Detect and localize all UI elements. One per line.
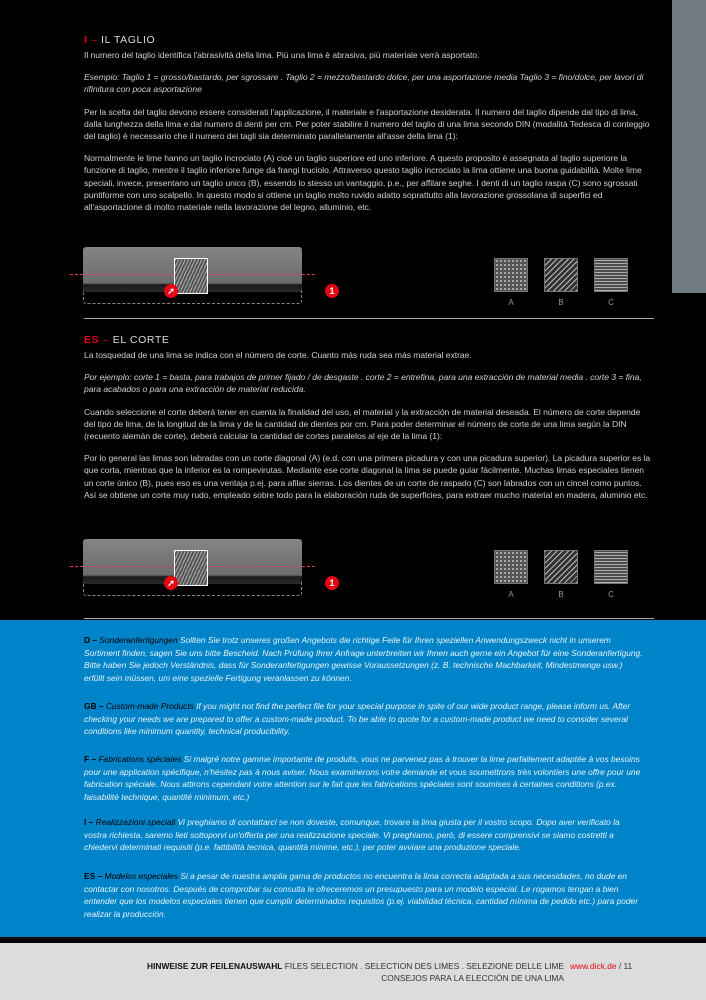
cut-label-b: B bbox=[558, 590, 564, 599]
cut-pattern-c bbox=[594, 550, 628, 584]
section-el-corte bbox=[84, 334, 654, 511]
language-code: ES bbox=[84, 334, 100, 346]
cut-pattern-b bbox=[544, 550, 578, 584]
footer-title-bold: HINWEISE ZUR FEILENAUSWAHL bbox=[147, 961, 283, 971]
entry-title: Modelos especiales bbox=[104, 871, 179, 881]
entry-title: Sonderanfertigungen bbox=[99, 635, 178, 645]
section-title: EL CORTE bbox=[112, 334, 170, 346]
example-paragraph: Por ejemplo: corte 1 = basta, para trabajos de primer fijado / de desgaste . corte 2 = entrefina, para una extracción de material media . corte 3 = fina, para acabados o para una extracción de material reducida. bbox=[84, 372, 642, 395]
intro-paragraph: La tosquedad de una lima se indica con el número de corte. Cuanto más ruda sea más material extrae. bbox=[84, 350, 472, 360]
section-il-taglio bbox=[84, 34, 654, 223]
language-code: I bbox=[84, 34, 88, 46]
file-cut-figure bbox=[60, 246, 660, 316]
details-paragraph: Por lo general las limas son labradas con un corte diagonal (A) (e.d. con una primera picadura y con una picadura superior). La picadura superior es la que corta, mientras que la inferior es la rompevirutas. Mediante ese corte diagonal la lima se puede guiar fácilmente. Muchas limas especiales tienen un corte único (B), pues eso es una ventaja p.ej. para afilar sierras. Los dientes de un corte de raspado (C) son labrados con un cincel como puntos. Así se obtiene un corte muy rudo, empleado sobre todo para la elaboración ruda de superficies, para extraer mucho material en madera, aluminio etc. bbox=[84, 453, 651, 500]
details-paragraph: Normalmente le lime hanno un taglio incrociato (A) cioè un taglio superiore ed uno inferiore. A questo proposito è assegnata al taglio superiore la funzione di taglio, mentre il taglio inferiore funge da frangi truciolo. Attraverso questo taglio incrociato la lima ottiene una buona guidabilità. Molte lime speciali, invece, presentano un taglio unico (B), essendo lo stesso un vantaggio, p.e., per affilare seghe. I denti di un taglio raspa (C) sono sgrossati puntiforme con uno scalpello. In questo modo si ottiene un taglio molto ruvido adatto soprattutto alla lavorazione grossolana di superfici ed all'asportazione di molto materiale nella lavorazione del legno, alluminio, etc. bbox=[84, 153, 642, 213]
arrow-icon: ➚ bbox=[164, 576, 178, 590]
cut-detail-window bbox=[174, 550, 208, 586]
website-link[interactable]: www.dick.de bbox=[570, 961, 617, 971]
custom-entry-es: ES – Modelos especiales Si a pesar de nuestra amplia gama de productos no encuentra la lima correcta adaptada a sus necesidades, no dude en contactar con nosotros. Después de comprobar su consulta le ofreceremos un presupuesto para un modelo especial. Le rogamos tengan a bien entender que los modelos especiales tienen que cumplir determinados requisitos (p.ej. viabilidad técnica, cantidad mínima de pedido etc.) para poder realizar la producción. bbox=[84, 871, 639, 920]
cut-pattern-b bbox=[544, 258, 578, 292]
custom-entry-de: D – Sonderanfertigungen Sollten Sie trotz unseres großen Angebots die richtige Feile für Ihren speziellen Anwendungszweck nicht in unserem Sortiment finden, sagen Sie uns bitte Bescheid. Nach Prüfung Ihrer Anfrage unterbreiten wir Ihnen auch gerne ein Angebot für eine Sonderanfertigung. Bitte haben Sie jedoch Verständnis, dass für Sonderanfertigungen gewisse Voraussetzungen (z. B. technische Machbarkeit, Mindestmenge usw.) erfüllt sein müssen, um eine spezielle Fertigung veranlassen zu können. bbox=[84, 635, 643, 684]
selection-paragraph: Cuando seleccione el corte deberá tener en cuenta la finalidad del uso, el material y la extracción de material deseada. El número de corte depende del tipo de lima, de la longitud de la lima y de la cantidad de dientes por cm. Para poder determinar el número de corte de una lima según la DIN (recuento alemán de corte), deberá calcular la cantidad de cortes paralelos al eje de la lima (1): bbox=[84, 406, 641, 442]
language-code: ES bbox=[84, 871, 96, 881]
entry-text: Vi preghiamo di contattarci se non doveste, comunque, trovare la lima giusta per il vostro scopo. Dopo aver verificato la vostra richiesta, saremo lieti sottoporvi un'offerta per una realizzazione speciale. Vi preghiamo, però, di essere comprensivi se siamo costretti a chiedervi determinati requisiti (p.e. fattibilità tecnica, quantità minime, etc.), per poter avviare una produzione speciale. bbox=[84, 817, 620, 853]
cut-detail-window bbox=[174, 258, 208, 294]
cut-pattern-a bbox=[494, 258, 528, 292]
language-code: GB bbox=[84, 701, 97, 711]
language-code: F bbox=[84, 754, 90, 764]
section-heading: I – IL TAGLIO bbox=[84, 34, 156, 46]
footer-link-area bbox=[570, 961, 632, 971]
side-tab-marker bbox=[672, 0, 706, 293]
cut-label-c: C bbox=[608, 590, 614, 599]
entry-text: Sollten Sie trotz unseres großen Angebots die richtige Feile für Ihren speziellen Anwendungszweck nicht in unserem Sortiment finden, sagen Sie uns bitte Bescheid. Nach Prüfung Ihrer Anfrage unterbreiten wir Ihnen auch gerne ein Angebot für eine Sonderanfertigung. Bitte haben Sie jedoch Verständnis, dass für Sonderanfertigungen gewisse Voraussetzungen (z. B. technische Machbarkeit, Mindestmenge usw.) erfüllt sein müssen, um eine spezielle Fertigung veranlassen zu können. bbox=[84, 635, 643, 684]
language-code: D bbox=[84, 635, 91, 645]
custom-made-panel bbox=[0, 620, 706, 940]
cut-pattern-c bbox=[594, 258, 628, 292]
page-footer bbox=[0, 943, 706, 1000]
cut-pattern-a bbox=[494, 550, 528, 584]
file-cut-figure bbox=[60, 538, 660, 608]
cut-label-a: A bbox=[508, 590, 514, 599]
entry-text: Si malgré notre gamme importante de produits, vous ne parvenez pas à trouver la lime parfaitement adaptée à vos besoins pour une application spécifique, n'hésitez pas à nous aviser. Nous examinerons votre demande et vous soumettrons très volontiers une offre pour une fabrication spéciale. Nous attirons cependant votre attention sur le fait que les fabrications spéciales sont soumises à certaines conditions (p.ex. faisabilité technique, quantité minimum, etc.) bbox=[84, 754, 641, 803]
language-code: I bbox=[84, 817, 87, 827]
section-heading: ES – EL CORTE bbox=[84, 334, 170, 346]
entry-text: If you might not find the perfect file for your special purpose in spite of our wide product range, please inform us. After checking your needs we are prepared to offer a custom-made product. To be able to quote for a custom-made product we need to consider several conditions like minimum quantity, technical producibility. bbox=[84, 701, 631, 737]
entry-title: Fabrications spéciales bbox=[98, 754, 182, 764]
entry-title: Custom-made Products bbox=[105, 701, 194, 711]
cut-label-a: A bbox=[508, 298, 514, 307]
custom-entry-it: I – Realizzazioni speciali Vi preghiamo di contattarci se non doveste, comunque, trovare la lima giusta per il vostro scopo. Dopo aver verificato la vostra richiesta, saremo lieti sottoporvi un'offerta per una realizzazione speciale. Vi preghiamo, però, di essere comprensivi se siamo costretti a chiedervi determinati requisiti (p.e. fattibilità tecnica, quantità minime, etc.), per poter avviare una produzione speciale. bbox=[84, 817, 620, 853]
entry-title: Realizzazioni speciali bbox=[95, 817, 176, 827]
footer-title: HINWEISE ZUR FEILENAUSWAHL FILES SELECTION . SELECTION DES LIMES . SELEZIONE DELLE LIME CONSEJOS PARA LA ELECCIÓN DE UNA LIMA bbox=[147, 961, 564, 983]
selection-paragraph: Per la scelta del taglio devono essere considerati l'applicazione, il materiale e l'asportazione desiderata. Il numero del taglio dipende dal tipo di lima, dalla lunghezza della lima e dal numero di denti per cm. Per poter stabilire il numero del taglio di una lima secondo DIN (modalità Tedesca di conteggio del taglio) è necessario che il numero dei tagli sia determinato parallelamente all'asse della lima (1): bbox=[84, 106, 650, 142]
number-badge: 1 bbox=[325, 284, 339, 298]
example-paragraph: Esempio: Taglio 1 = grosso/bastardo, per sgrossare . Taglio 2 = mezzo/bastardo dolce, per una asportazione media Taglio 3 = fino/dolce, per lavori di rifinitura con poca asportazione bbox=[84, 72, 644, 95]
cut-label-b: B bbox=[558, 298, 564, 307]
section-title: IL TAGLIO bbox=[101, 34, 156, 46]
custom-entry-gb: GB – Custom-made Products If you might not find the perfect file for your special purpose in spite of our wide product range, please inform us. After checking your needs we are prepared to offer a custom-made product. To be able to quote for a custom-made product we need to consider several conditions like minimum quantity, technical producibility. bbox=[84, 701, 631, 737]
entry-text: Si a pesar de nuestra amplia gama de productos no encuentra la lima correcta adaptada a sus necesidades, no dude en contactar con nosotros. Después de comprobar su consulta le ofreceremos un presupuesto para un modelo especial. Le rogamos tengan a bien entender que los modelos especiales tienen que cumplir determinados requisitos (p.ej. viabilidad técnica, cantidad mínima de pedido etc.) para poder realizar la producción. bbox=[84, 871, 639, 920]
divider bbox=[84, 318, 654, 319]
intro-paragraph: Il numero del taglio identifica l'abrasività della lima. Più una lima è abrasiva, più materiale verrà asportato. bbox=[84, 50, 480, 60]
cut-label-c: C bbox=[608, 298, 614, 307]
arrow-icon: ➚ bbox=[164, 284, 178, 298]
custom-entry-fr: F – Fabrications spéciales Si malgré notre gamme importante de produits, vous ne parvenez pas à trouver la lime parfaitement adaptée à vos besoins pour une application spécifique, n'hésitez pas à nous aviser. Nous examinerons votre demande et vous soumettrons très volontiers une offre pour une fabrication spéciale. Nous attirons cependant votre attention sur le fait que les fabrications spéciales sont soumises à certaines conditions (p.ex. faisabilité technique, quantité minimum, etc.) bbox=[84, 754, 641, 803]
page-number: / 11 bbox=[616, 961, 633, 971]
number-badge: 1 bbox=[325, 576, 339, 590]
divider bbox=[84, 618, 654, 619]
